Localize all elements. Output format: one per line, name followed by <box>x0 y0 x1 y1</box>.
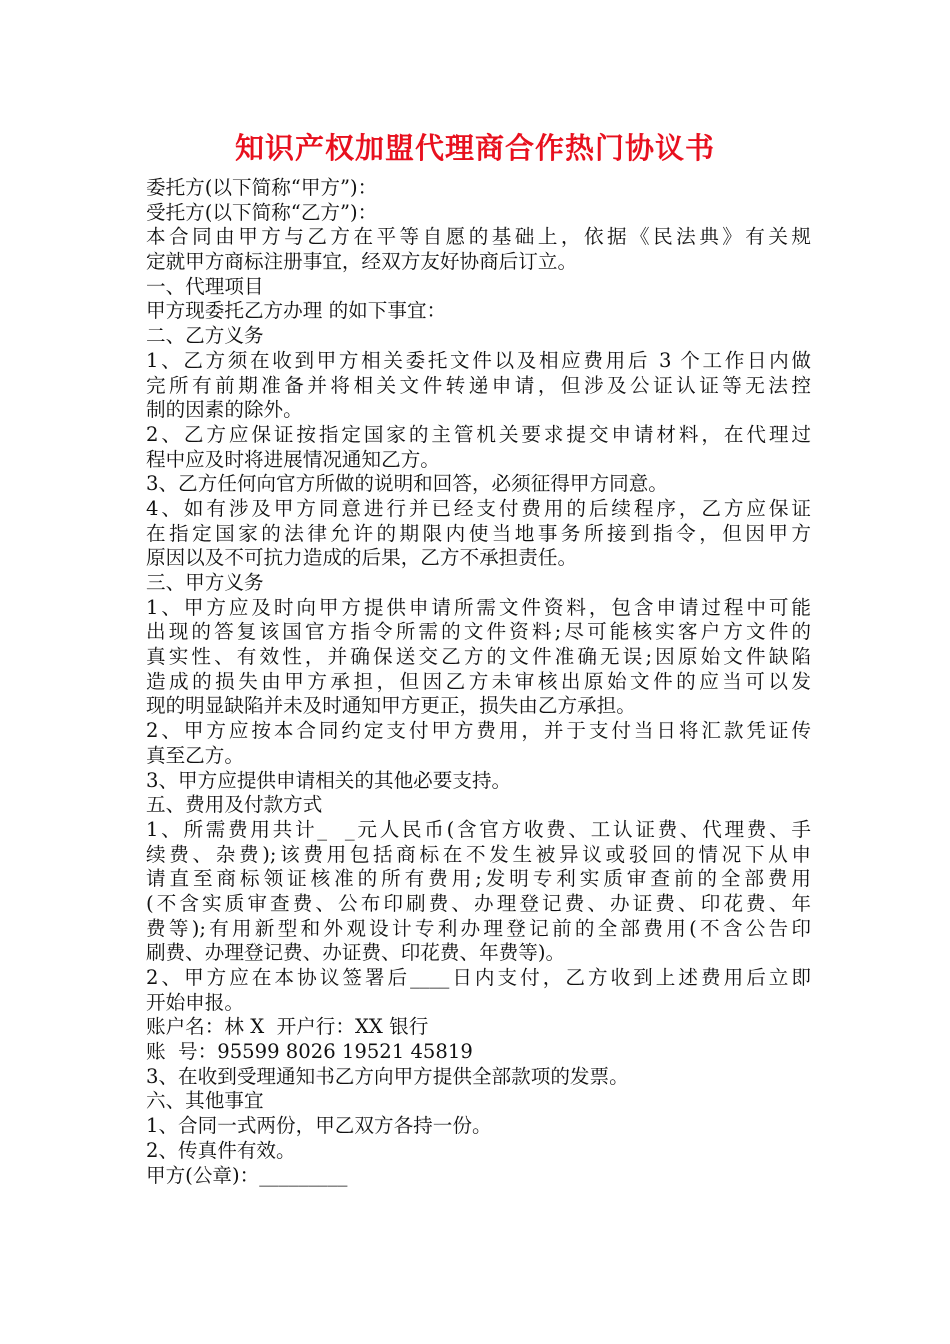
document-line: 定就甲方商标注册事宜，经双方友好协商后订立。 <box>146 250 578 274</box>
document-line: 六、其他事宜 <box>146 1089 264 1113</box>
document-line: 开始申报。 <box>146 990 244 1014</box>
document-line: 程中应及时将进展情况通知乙方。 <box>146 447 440 471</box>
document-title: 知识产权加盟代理商合作热门协议书 <box>234 131 715 165</box>
document-line: 费等);有用新型和外观设计专利办理登记前的全部费用(不含公告印 <box>146 916 811 940</box>
document-line: 原因以及不可抗力造成的后果，乙方不承担责任。 <box>146 546 578 570</box>
document-line: 账户名：林 X 开户行：XX 银行 <box>146 1015 429 1039</box>
document-line: 五、费用及付款方式 <box>146 793 323 817</box>
document-line: 真实性、有效性，并确保送交乙方的文件准确无误;因原始文件缺陷 <box>146 645 811 669</box>
document-line: 二、乙方义务 <box>146 324 264 348</box>
document-line: 完所有前期准备并将相关文件转递申请，但涉及公证认证等无法控 <box>146 373 811 397</box>
document-line: 本合同由甲方与乙方在平等自愿的基础上，依据《民法典》有关规 <box>146 225 811 249</box>
document-line: 2、乙方应保证按指定国家的主管机关要求提交申请材料，在代理过 <box>146 422 811 446</box>
document-body <box>146 176 811 1188</box>
document-line: 3、乙方任何向官方所做的说明和回答，必须征得甲方同意。 <box>146 472 668 496</box>
document-line: 2、甲方应按本合同约定支付甲方费用，并于支付当日将汇款凭证传 <box>146 719 811 743</box>
document-line: 账 号：95599 8026 19521 45819 <box>146 1040 473 1064</box>
document-line: 造成的损失由甲方承担，但因乙方未审核出原始文件的应当可以发 <box>146 669 811 693</box>
document-line: 三、甲方义务 <box>146 571 264 594</box>
document-line: 1、乙方须在收到甲方相关委托文件以及相应费用后 3 个工作日内做 <box>146 348 811 372</box>
document-line: 现的明显缺陷并未及时通知甲方更正，损失由乙方承担。 <box>146 694 636 718</box>
document-line: (不含实质审查费、公布印刷费、办理登记费、办证费、印花费、年 <box>146 891 811 915</box>
document-line: 3、甲方应提供申请相关的其他必要支持。 <box>146 768 512 792</box>
document-line: 真至乙方。 <box>146 743 244 767</box>
document-line: 制的因素的除外。 <box>146 398 303 422</box>
document-line: 2、传真件有效。 <box>146 1138 296 1162</box>
document-line: 受托方(以下简称“乙方”)： <box>146 200 378 224</box>
document-line: 请直至商标领证核准的所有费用;发明专利实质审查前的全部费用 <box>146 867 811 891</box>
document-line: 2、甲方应在本协议签署后____日内支付，乙方收到上述费用后立即 <box>146 966 811 989</box>
document-line: 4、如有涉及甲方同意进行并已经支付费用的后续程序，乙方应保证 <box>146 496 811 520</box>
document-line: 1、所需费用共计_ _元人民币(含官方收费、工认证费、代理费、手 <box>146 817 811 841</box>
document-line: 出现的答复该国官方指令所需的文件资料;尽可能核实客户方文件的 <box>146 620 811 644</box>
document-line: 甲方(公章)：_________ <box>146 1163 348 1187</box>
document-line: 刷费、办理登记费、办证费、印花费、年费等)。 <box>146 941 566 965</box>
document-line: 3、在收到受理通知书乙方向甲方提供全部款项的发票。 <box>146 1064 629 1088</box>
document-line: 一、代理项目 <box>146 274 264 298</box>
document-line: 1、甲方应及时向甲方提供申请所需文件资料，包含申请过程中可能 <box>146 595 811 619</box>
document-line: 甲方现委托乙方办理 的如下事宜： <box>146 299 447 323</box>
document-line: 1、合同一式两份，甲乙双方各持一份。 <box>146 1114 492 1138</box>
document-line: 续费、杂费);该费用包括商标在不发生被异议或驳回的情况下从申 <box>146 842 811 866</box>
document-line: 委托方(以下简称“甲方”)： <box>146 176 378 199</box>
document-line: 在指定国家的法律允许的期限内使当地事务所接到指令，但因甲方 <box>146 521 811 545</box>
